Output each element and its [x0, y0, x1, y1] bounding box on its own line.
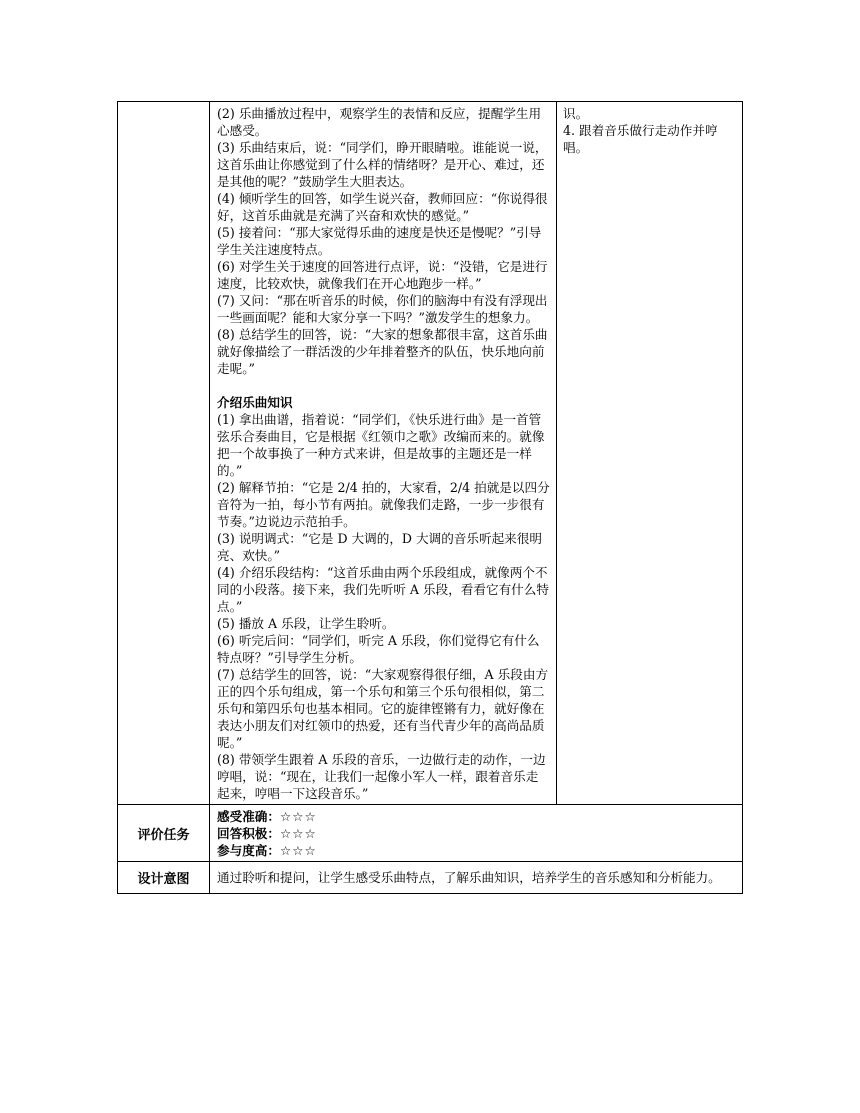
evaluation-item	[217, 842, 736, 859]
evaluation-item	[217, 808, 736, 825]
paragraph: (4) 介绍乐段结构：“这首乐曲由两个乐段组成，就像两个不同的小段落。接下来，我们先听听 A 乐段，看看它有什么特点。”	[217, 565, 549, 614]
student-line: 4. 跟着音乐做行走动作并哼唱。	[563, 123, 718, 155]
teacher-activity-cell	[210, 102, 557, 805]
star-rating: ☆☆☆	[279, 809, 317, 824]
design-text: 通过聆听和提问，让学生感受乐曲特点，了解乐曲知识，培养学生的音乐感知和分析能力。	[217, 870, 721, 885]
paragraph: (7) 总结学生的回答，说：“大家观察得很仔细，A 乐段由方正的四个乐句组成，第一个乐句和第三个乐句很相似，第二乐句和第四乐句也基本相同。它的旋律铿锵有力，就好像在表达小朋友们对红领巾的热爱，还有当代青少年的高尚品质呢。”	[217, 667, 549, 750]
paragraph: (7) 又问：“那在听音乐的时候，你们的脑海中有没有浮现出一些画面呢？能和大家分享一下吗？”激发学生的想象力。	[217, 293, 548, 325]
paragraph: (6) 对学生关于速度的回答进行点评，说：“没错，它是进行速度，比较欢快，就像我们在开心地跑步一样。”	[217, 259, 548, 291]
section-heading: 介绍乐曲知识	[217, 395, 293, 410]
paragraph: (2) 解释节拍：“它是 2/4 拍的，大家看，2/4 拍就是以四分音符为一拍，每小节有两拍。就像我们走路，一步一步很有节奏。”边说边示范拍手。	[217, 480, 550, 529]
star-rating: ☆☆☆	[279, 826, 317, 841]
evaluation-item	[217, 825, 736, 842]
evaluation-row	[118, 805, 743, 862]
paragraph: (1) 拿出曲谱，指着说：“同学们，《快乐进行曲》是一首管弦乐合奏曲目，它是根据《红领巾之歌》改编而来的。就像把一个故事换了一种方式来讲，但是故事的主题还是一样的。”	[217, 412, 545, 478]
evaluation-item-name: 回答积极：	[217, 826, 280, 841]
student-line: 识。	[563, 106, 589, 121]
paragraph: (2) 乐曲播放过程中，观察学生的表情和反应，提醒学生用心感受。	[217, 106, 542, 138]
evaluation-item-name: 感受准确：	[217, 809, 280, 824]
design-label: 设计意图	[118, 862, 210, 894]
evaluation-cell	[210, 805, 743, 862]
star-rating: ☆☆☆	[279, 843, 317, 858]
paragraph: (5) 接着问：“那大家觉得乐曲的速度是快还是慢呢？”引导学生关注速度特点。	[217, 225, 542, 257]
design-cell	[210, 862, 743, 894]
evaluation-label: 评价任务	[118, 805, 210, 862]
paragraph: (3) 乐曲结束后，说：“同学们，睁开眼睛啦。谁能说一说，这首乐曲让你感觉到了什么样的情绪呀？是开心、难过，还是其他的呢？”鼓励学生大胆表达。	[217, 140, 548, 189]
paragraph: (5) 播放 A 乐段，让学生聆听。	[217, 616, 395, 631]
evaluation-item-name: 参与度高：	[217, 843, 280, 858]
paragraph: (8) 总结学生的回答，说：“大家的想象都很丰富，这首乐曲就好像描绘了一群活泼的少年排着整齐的队伍，快乐地向前走呢。”	[217, 327, 548, 376]
paragraph: (8) 带领学生跟着 A 乐段的音乐，一边做行走的动作，一边哼唱，说：“现在，让我们一起像小军人一样，跟着音乐走起来，哼唱一下这段音乐。”	[217, 752, 546, 801]
paragraph: (6) 听完后问：“同学们，听完 A 乐段，你们觉得它有什么特点呀？”引导学生分析。	[217, 633, 540, 665]
paragraph: (3) 说明调式：“它是 D 大调的，D 大调的音乐听起来很明亮、欢快。”	[217, 531, 542, 563]
student-activity-cell	[557, 102, 743, 805]
empty-label-cell	[118, 102, 210, 805]
design-row	[118, 862, 743, 894]
lesson-plan-table	[117, 101, 743, 894]
paragraph: (4) 倾听学生的回答，如学生说兴奋，教师回应：“你说得很好，这首乐曲就是充满了兴奋和欢快的感觉。”	[217, 191, 548, 223]
process-row	[118, 102, 743, 805]
